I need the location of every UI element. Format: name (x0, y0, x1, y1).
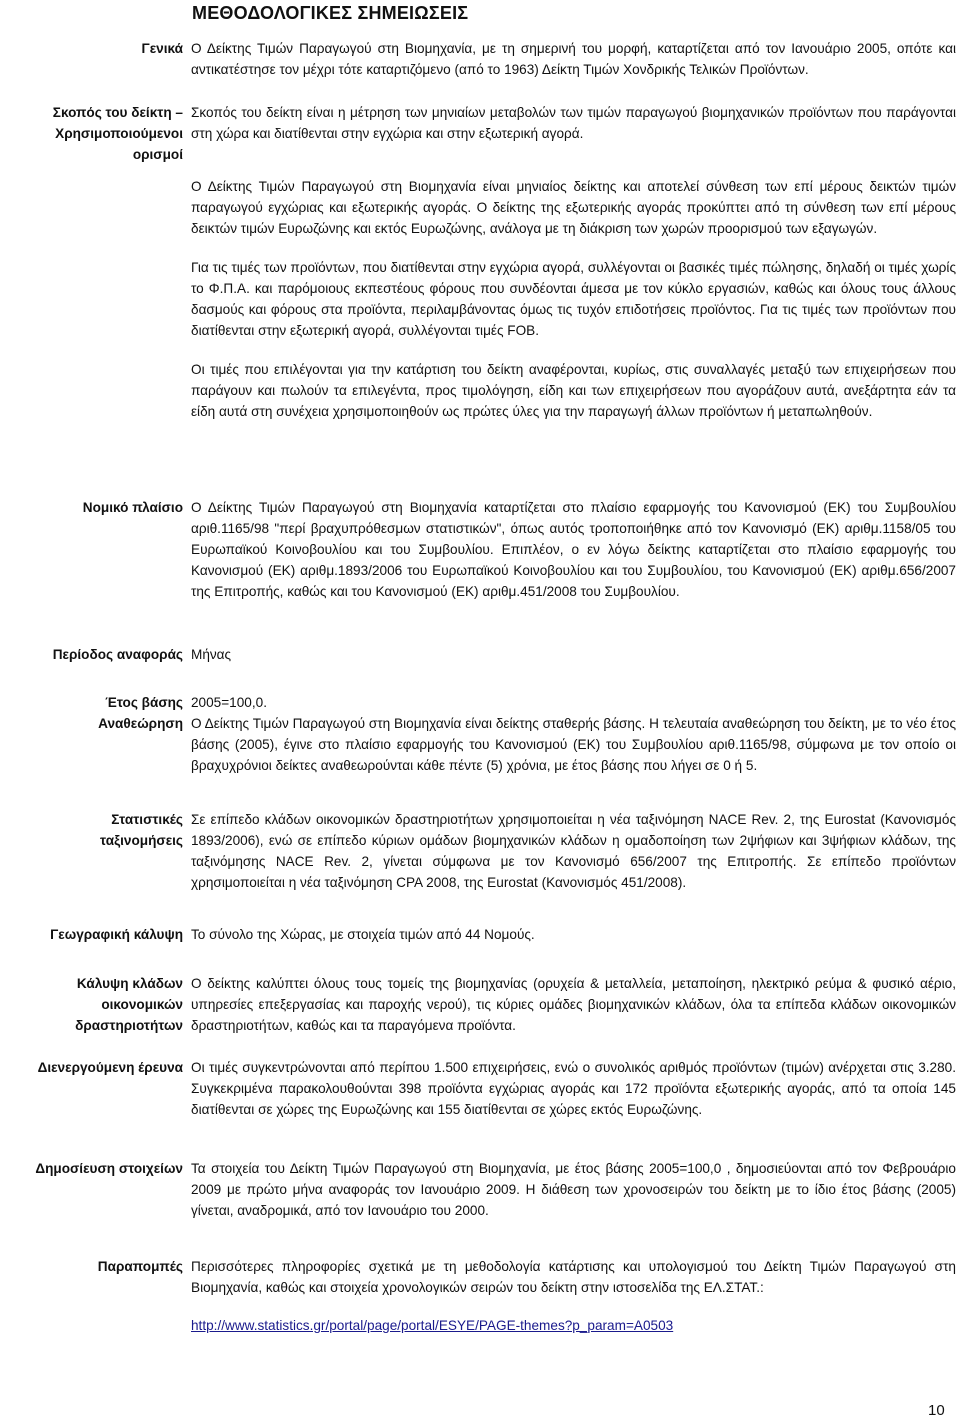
section-content (191, 809, 956, 893)
section-label-line: δραστηριοτήτων (75, 1018, 183, 1033)
section-content (191, 644, 956, 665)
section-content (191, 102, 956, 422)
page-title: ΜΕΘΟΔΟΛΟΓΙΚΕΣ ΣΗΜΕΙΩΣΕΙΣ (192, 3, 469, 23)
section-label (0, 102, 183, 165)
section-label-line: οικονομικών (101, 997, 183, 1012)
section-label (0, 713, 183, 734)
section-label (0, 924, 183, 945)
paragraph: Σε επίπεδο κλάδων οικονομικών δραστηριοτήτων χρησιμοποιείται η νέα ταξινόμηση NACE Rev. 2, της Eurostat (Κανονισμός 1893/2006), ενώ σε επίπεδο κύριων ομάδων βιομηχανικών κλάδων η ομαδοποίηση των 2ψήφιων και 3ψήφιων κλάδων, της ταξινόμησης NACE Rev. 2, γίνεται σύμφωνα με τον Κανονισμό 656/2007 της Επιτροπής. Σε επίπεδο προϊόντων χρησιμοποιείται η νέα ταξινόμηση CPA 2008, της Eurostat (Κανονισμός 451/2008). (191, 812, 956, 890)
paragraph: Ο Δείκτης Τιμών Παραγωγού στη Βιομηχανία καταρτίζεται στο πλαίσιο εφαρμογής του Κανονισμού (ΕΚ) του Συμβουλίου αριθ.1165/98 "περί βραχυπρόθεσμων στατιστικών", όπως αυτός τροποποιήθηκε από τον Κανονισμό (ΕΚ) αριθμ.1158/05 του Ευρωπαϊκού Κοινοβουλίου και του Συμβουλίου. Επιπλέον, ο εν λόγω δείκτης καταρτίζεται στο πλαίσιο εφαρμογής του Κανονισμού (ΕΚ) αριθμ.1893/2006 του Ευρωπαϊκού Κοινοβουλίου και του Συμβουλίου, του Κανονισμού (ΕΚ) αριθμ.656/2007 της Επιτροπής, καθώς και του Κανονισμού (ΕΚ) αριθμ.451/2008 του Συμβουλίου. (191, 500, 956, 599)
section-content (191, 1057, 956, 1120)
section-label-line: Έτος βάσης (105, 695, 183, 710)
paragraph: Οι τιμές συγκεντρώνονται από περίπου 1.500 επιχειρήσεις, ενώ ο συνολικός αριθμός προϊόντων (τιμών) ανέρχεται στις 3.280. Συγκεκριμένα παρακολουθούνται 398 προϊόντα εγχώριας αγοράς και 172 προϊόντα εξωτερικής αγοράς, από τα οποία 145 διατίθενται σε χώρες της Ευρωζώνης και 155 διατίθενται σε χώρες εκτός Ευρωζώνης. (191, 1060, 956, 1117)
section-label-line: Αναθεώρηση (98, 716, 183, 731)
section-label-line: Σκοπός του δείκτη – (52, 105, 183, 120)
paragraph: Ο Δείκτης Τιμών Παραγωγού στη Βιομηχανία, με τη σημερινή του μορφή, καταρτίζεται από τον Ιανουάριο 2005, οπότε και αντικατέστησε τον μέχρι τότε καταρτιζόμενο (από το 1963) Δείκτη Τιμών Χονδρικής Τελικών Προϊόντων. (191, 41, 956, 77)
paragraph: 2005=100,0. (191, 695, 267, 710)
section-content (191, 497, 956, 602)
section-content (191, 1256, 956, 1336)
section-label (0, 1256, 183, 1277)
section-content (191, 1158, 956, 1221)
statistics-link[interactable]: http://www.statistics.gr/portal/page/portal/ESYE/PAGE-themes?p_param=A0503 (191, 1318, 674, 1333)
section-content (191, 713, 956, 776)
section-label (0, 38, 183, 59)
section-label-line: Κάλυψη κλάδων (76, 976, 183, 991)
section-label (0, 1158, 183, 1179)
section-label-line: Στατιστικές (111, 812, 183, 827)
section-label-line: Περίοδος αναφοράς (52, 647, 183, 662)
paragraph: Για τις τιμές των προϊόντων, που διατίθενται στην εγχώρια αγορά, συλλέγονται οι βασικές τιμές πώλησης, δηλαδή οι τιμές χωρίς το Φ.Π.Α. και παρόμοιους εκπεστέους φόρους που συνδέονται άμεσα με τον κύκλο εργασιών, καθώς και όλους τους άλλους δασμούς και φόρους στα προϊόντα, περιλαμβάνοντας όμως τις τυχόν επιδοτήσεις προϊόντος. Για τις τιμές των προϊόντων που διατίθενται στην εξωτερική αγορά, συλλέγονται τιμές FOB. (191, 260, 956, 338)
section-label-line: ορισμοί (132, 147, 183, 162)
section-label-line: Δημοσίευση στοιχείων (35, 1161, 183, 1176)
section-label (0, 692, 183, 713)
paragraph: Το σύνολο της Χώρας, με στοιχεία τιμών από 44 Νομούς. (191, 927, 535, 942)
section-content (191, 924, 956, 945)
paragraph: Ο Δείκτης Τιμών Παραγωγού στη Βιομηχανία είναι δείκτης σταθερής βάσης. Η τελευταία αναθεώρηση του δείκτη, με το νέο έτος βάσης (2005), έγινε στο πλαίσιο εφαρμογής του Κανονισμού (ΕΚ) του Συμβουλίου αριθ.1165/98, σύμφωνα με τον οποίο οι βραχυχρόνιοι δείκτες αναθεωρούνται κάθε πέντε (5) χρόνια, με έτος βάσης που λήγει σε 0 ή 5. (191, 716, 956, 773)
section-content (191, 973, 956, 1036)
paragraph: Μήνας (191, 647, 232, 662)
section-content (191, 692, 956, 713)
section-content (191, 38, 956, 80)
section-label (0, 644, 183, 665)
paragraph: Περισσότερες πληροφορίες σχετικά με τη μεθοδολογία κατάρτισης και υπολογισμού του Δείκτη Τιμών Παραγωγού στη Βιομηχανία, καθώς και στοιχεία χρονολογικών σειρών του δείκτη στην ιστοσελίδα της ΕΛ.ΣΤΑΤ.: (191, 1259, 956, 1295)
section-label (0, 809, 183, 851)
page-number: 10 (928, 1402, 945, 1419)
paragraph: Τα στοιχεία του Δείκτη Τιμών Παραγωγού στη Βιομηχανία, με έτος βάσης 2005=100,0 , δημοσιεύονται από τον Φεβρουάριο 2009 με πρώτο μήνα αναφοράς τον Ιανουάριο 2009. Η διάθεση των χρονοσειρών του δείκτη με το ίδιο έτος βάσης (2005) γίνεται, αναδρομικά, από τον Ιανουάριο του 2000. (191, 1161, 956, 1218)
section-label (0, 973, 183, 1036)
section-label-line: Χρησιμοποιούμενοι (55, 126, 183, 141)
section-label-line: Διενεργούμενη έρευνα (37, 1060, 183, 1075)
link-line (191, 1315, 956, 1336)
paragraph: Ο δείκτης καλύπτει όλους τους τομείς της βιομηχανίας (ορυχεία & μεταλλεία, μεταποίηση, ηλεκτρικό ρεύμα & φυσικό αέριο, υπηρεσίες επεξεργασίας και παροχής νερού), τις κύριες ομάδες βιομηχανικών κλάδων, όλα τα επίπεδα κλάδων οικονομικών δραστηριοτήτων, καθώς και τα παραγόμενα προϊόντα. (191, 976, 956, 1033)
section-label-line: Παραπομπές (97, 1259, 183, 1274)
section-label-line: Γεωγραφική κάλυψη (50, 927, 183, 942)
section-label-line: Νομικό πλαίσιο (82, 500, 183, 515)
section-label (0, 497, 183, 518)
paragraph: Οι τιμές που επιλέγονται για την κατάρτιση του δείκτη αναφέρονται, κυρίως, στις συναλλαγές μεταξύ των επιχειρήσεων που παράγουν και πωλούν τα επιλεγέντα, προς τιμολόγηση, είδη και των επιχειρήσεων που αγοράζουν αυτά, ανεξάρτητα εάν τα είδη αυτά στη συνέχεια χρησιμοποιηθούν ως πρώτες ύλες για την παραγωγή άλλων προϊόντων ή μεταπωληθούν. (191, 362, 956, 419)
paragraph: Σκοπός του δείκτη είναι η μέτρηση των μηνιαίων μεταβολών των τιμών παραγωγού βιομηχανικών προϊόντων που παράγονται στη χώρα και διατίθενται στην εγχώρια και στην εξωτερική αγορά. (191, 105, 956, 141)
section-label-line: Γενικά (141, 41, 183, 56)
section-label (0, 1057, 183, 1078)
section-label-line: ταξινομήσεις (100, 833, 183, 848)
paragraph: Ο Δείκτης Τιμών Παραγωγού στη Βιομηχανία είναι μηνιαίος δείκτης και αποτελεί σύνθεση των επί μέρους δεικτών τιμών παραγωγού εγχώριας και εξωτερικής αγοράς. Ο δείκτης της εξωτερικής αγοράς προκύπτει από τη σύνθεση των επί μέρους δεικτών τιμών Ευρωζώνης και εκτός Ευρωζώνης, ανάλογα με τη διάκριση των χωρών προορισμού των εξαγωγών. (191, 179, 956, 236)
